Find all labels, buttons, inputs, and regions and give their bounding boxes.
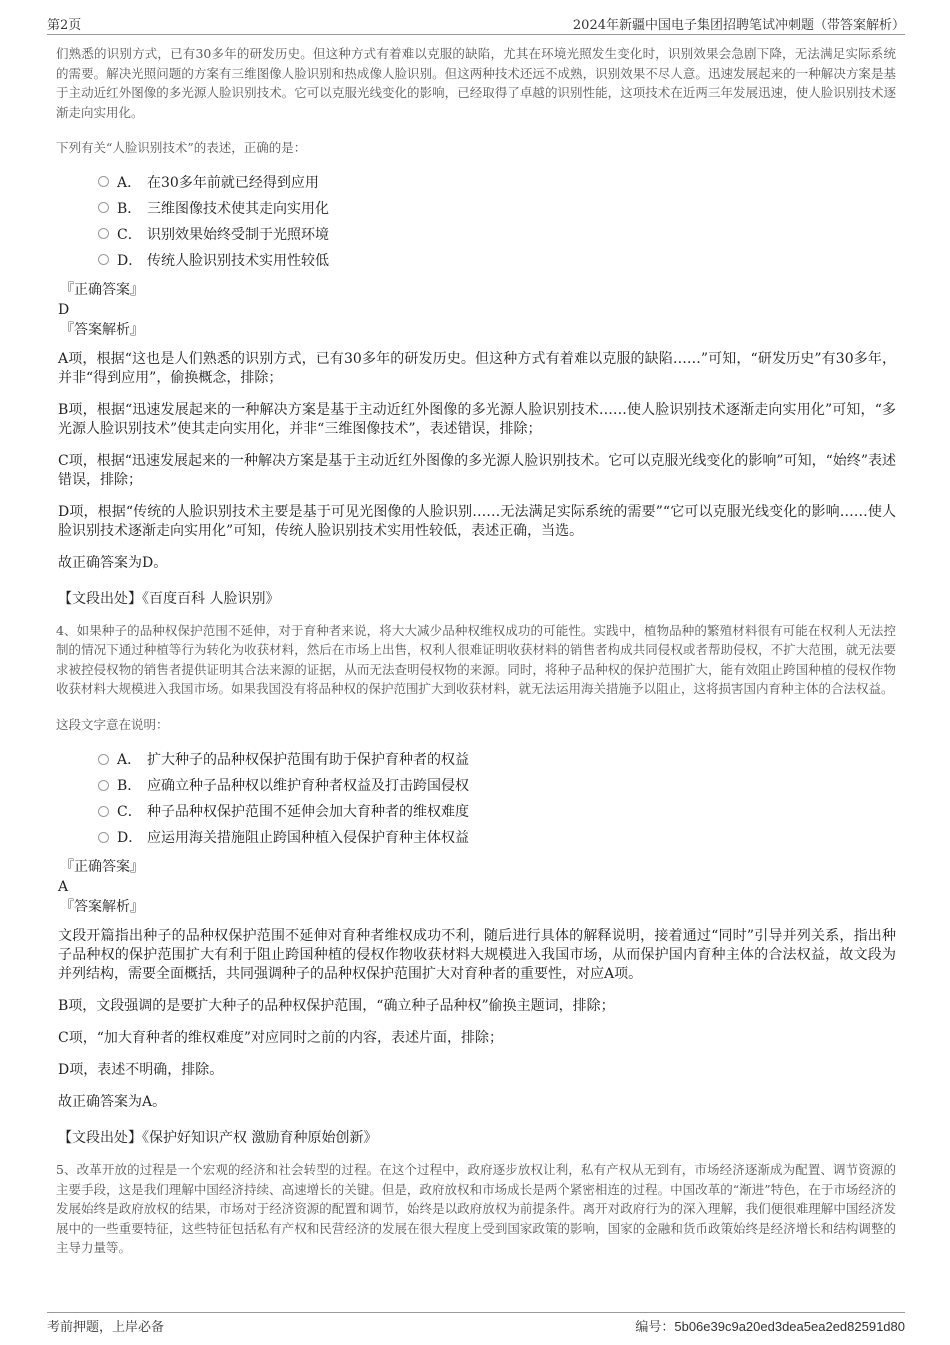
code-label: 编号： [635,1320,675,1335]
q4-option-b[interactable]: B． 应确立种子品种权以维护育种者权益及打击跨国侵权 [98,773,896,799]
radio-icon[interactable] [98,254,109,265]
document-code [635,1316,905,1335]
radio-icon[interactable] [98,754,109,765]
q4-analysis-label: 『答案解析』 [60,899,144,915]
q3-option-a[interactable]: A． 在30多年前就已经得到应用 [98,170,896,196]
q3-explanation-c: C项，根据“迅速发展起来的一种解决方案是基于主动近红外图像的多光源人脸识别技术。它可以克服光线变化的影响”可知，“始终”表述错误，排除； [58,452,896,488]
page-content [56,44,896,1258]
q4-option-a[interactable]: A． 扩大种子的品种权保护范围有助于保护育种者的权益 [98,747,896,773]
q4-explanation-c: C项，“加大育种者的维权难度”对应同时之前的内容，表述片面，排除； [58,1030,504,1046]
code-value: 5b06e39c9a20ed3dea5ea2ed82591d80 [674,1319,905,1334]
q3-passage: 们熟悉的识别方式，已有30多年的研发历史。但这种方式有着难以克服的缺陷，尤其在环境光照发生变化时，识别效果会急剧下降，无法满足实际系统的需要。解决光照问题的方案有三维图像人脸识别和热成像人脸识别。但这两种技术还远不成熟，识别效果不尽人意。迅速发展起来的一种解决方案是基于主动近红外图像的多光源人脸识别技术。它可以克服光线变化的影响，已经取得了卓越的识别性能，这项技术在近两三年发展迅速，使人脸识别技术逐渐走向实用化。 [56,46,896,120]
page-footer [47,1312,905,1335]
q3-options [56,170,896,274]
q3-option-b[interactable]: B． 三维图像技术使其走向实用化 [98,196,896,222]
page-header [47,12,905,35]
q4-answer: A [58,879,69,895]
q4-option-d[interactable]: D． 应运用海关措施阻止跨国种植入侵保护育种主体权益 [98,825,896,851]
q3-prompt: 下列有关“人脸识别技术”的表述，正确的是： [56,140,307,155]
q3-explanation-b: B项，根据“迅速发展起来的一种解决方案是基于主动近红外图像的多光源人脸识别技术……使人脸识别技术逐渐走向实用化”可知，“多光源人脸识别技术”使其走向实用化，并非“三维图像技术”，表述错误，排除； [58,401,896,437]
q4-explanation-main: 文段开篇指出种子的品种权保护范围不延伸对育种者维权成功不利，随后进行具体的解释说明，接着通过“同时”引导并列关系，指出种子品种权的保护范围扩大有利于阻止跨国种植的侵权作物收获材料大规模进入我国市场，从而保护国内育种主体的合法权益，故文段为并列结构，需要全面概括，共同强调种子的品种权保护范围扩大对育种者的重要性，对应A项。 [58,928,896,982]
radio-icon[interactable] [98,806,109,817]
q3-answer-label: 『正确答案』 [60,281,144,298]
q3-source: 【文段出处】《百度百科 人脸识别》 [58,590,280,607]
question-4 [56,621,896,1149]
q3-analysis-label: 『答案解析』 [60,321,144,338]
q4-explanation-d: D项，表述不明确，排除。 [58,1062,224,1078]
q3-explanation-d: D项，根据“传统的人脸识别技术主要是基于可见光图像的人脸识别……无法满足实际系统的需要”“它可以克服光线变化的影响……使人脸识别技术逐渐走向实用化”可知，传统人脸识别技术实用性较低，表述正确，当选。 [58,503,896,539]
q3-conclusion: 故正确答案为D。 [58,554,168,571]
radio-icon[interactable] [98,832,109,843]
q4-conclusion: 故正确答案为A。 [58,1094,167,1110]
q3-option-c[interactable]: C． 识别效果始终受制于光照环境 [98,222,896,248]
q4-prompt: 这段文字意在说明： [56,716,169,732]
radio-icon[interactable] [98,780,109,791]
page-number: 第2页 [47,18,82,33]
document-title: 2024年新疆中国电子集团招聘笔试冲刺题（带答案解析） [572,18,905,33]
q3-option-d[interactable]: D． 传统人脸识别技术实用性较低 [98,248,896,274]
footer-slogan: 考前押题，上岸必备 [47,1320,165,1335]
radio-icon[interactable] [98,176,109,187]
q4-passage: 4、如果种子的品种权保护范围不延伸，对于育种者来说，将大大减少品种权维权成功的可能性。实践中，植物品种的繁殖材料很有可能在权利人无法控制的情况下通过种植等行为转化为收获材料，然后在市场上出售，权利人很难证明收获材料的销售者构成共同侵权或者帮助侵权，不扩大范围，就无法要求被控侵权物的销售者提供证明其合法来源的证据，从而无法查明侵权物的来源。同时，将种子品种权的保护范围扩大，能有效阻止跨国种植的侵权作物收获材料大规模进入我国市场。如果我国没有将品种权的保护范围扩大到收获材料，就无法运用海关措施予以阻止，这将损害国内育种主体的合法权益。 [56,622,896,696]
q4-answer-label: 『正确答案』 [60,859,144,875]
question-5 [56,1160,896,1258]
q4-options [56,747,896,851]
q4-source: 【文段出处】《保护好知识产权 激励育种原始创新》 [58,1130,378,1146]
q3-explanation-a: A项，根据“这也是人们熟悉的识别方式，已有30多年的研发历史。但这种方式有着难以克服的缺陷……”可知，“研发历史”有30多年，并非“得到应用”，偷换概念，排除； [58,350,896,386]
question-3 [56,44,896,609]
q3-answer: D [58,301,70,318]
q4-explanation-b: B项，文段强调的是要扩大种子的品种权保护范围，“确立种子品种权”偷换主题词，排除； [58,998,615,1014]
radio-icon[interactable] [98,202,109,213]
q5-passage: 5、改革开放的过程是一个宏观的经济和社会转型的过程。在这个过程中，政府逐步放权让利，私有产权从无到有，市场经济逐渐成为配置、调节资源的主要手段，这是我们理解中国经济持续、高速增长的关键。但是，政府放权和市场成长是两个紧密相连的过程。中国改革的“渐进”特色，在于市场经济的发展始终是政府放权的结果，市场对于经济资源的配置和调节，始终是以政府放权为前提条件。离开对政府行为的深入理解，我们便很难理解中国经济发展中的一些重要特征，这些特征包括私有产权和民营经济的发展在很大程度上受到国家政策的影响，国家的金融和货币政策始终是经济增长和结构调整的主导力量等。 [56,1162,896,1255]
radio-icon[interactable] [98,228,109,239]
q4-option-c[interactable]: C． 种子品种权保护范围不延伸会加大育种者的维权难度 [98,799,896,825]
